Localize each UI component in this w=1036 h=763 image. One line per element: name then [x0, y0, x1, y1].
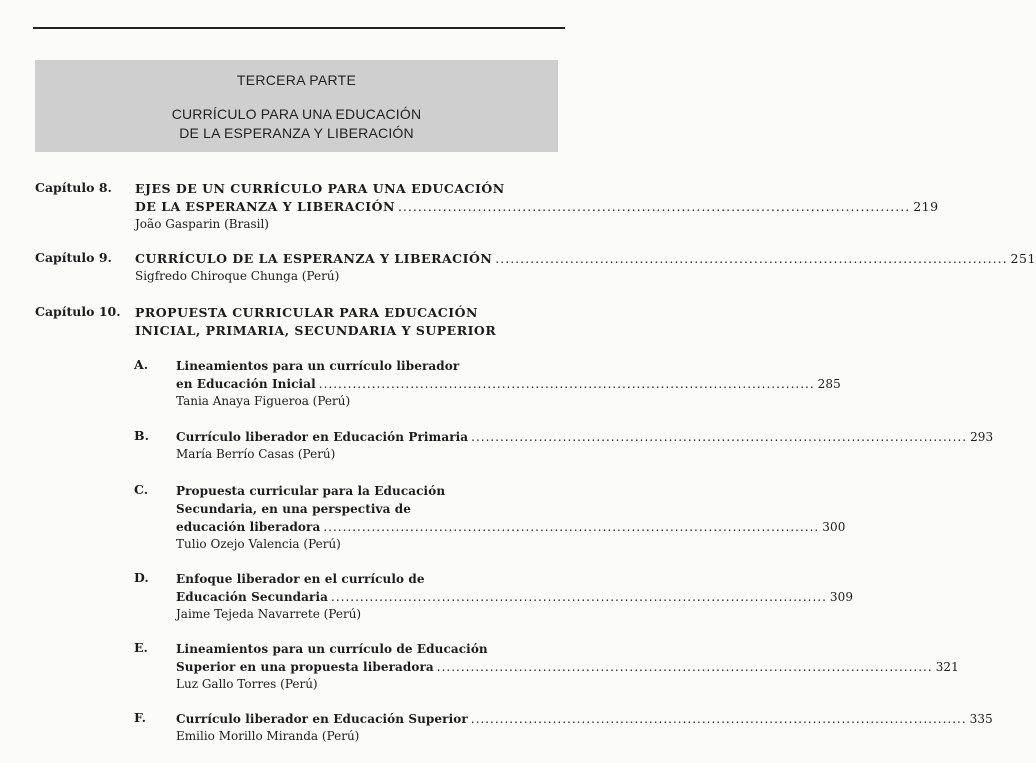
- section-author: Emilio Morillo Miranda (Perú): [176, 729, 360, 743]
- section-letter: C.: [134, 482, 149, 497]
- section-title-line: Secundaria, en una perspectiva de: [176, 502, 411, 516]
- dot-leader: .......................................................................................................: [471, 430, 968, 444]
- section-title-line: Superior en una propuesta liberadora: [176, 660, 434, 674]
- section-title-line: Enfoque liberador en el currículo de: [176, 572, 425, 586]
- dot-leader: .......................................................................................................: [436, 660, 933, 674]
- page-number: 251: [1010, 251, 1036, 266]
- page-number: 219: [913, 199, 939, 214]
- section-author: María Berrío Casas (Perú): [176, 447, 336, 461]
- chapter-label: Capítulo 8.: [35, 180, 112, 195]
- section-title-line: Propuesta curricular para la Educación: [176, 484, 446, 498]
- section-letter: D.: [134, 570, 149, 585]
- dot-leader: .......................................................................................................: [323, 520, 820, 534]
- chapter-title-line: INICIAL, PRIMARIA, SECUNDARIA Y SUPERIOR: [135, 323, 497, 338]
- page-number: 300: [822, 520, 846, 534]
- section-letter: B.: [134, 428, 149, 443]
- section-letter: E.: [134, 640, 148, 655]
- chapter-author: Sigfredo Chiroque Chunga (Perú): [135, 269, 340, 283]
- chapter-label: Capítulo 9.: [35, 250, 112, 265]
- chapter-label: Capítulo 10.: [35, 304, 121, 319]
- dot-leader: .......................................................................................................: [318, 377, 815, 391]
- top-rule: [33, 27, 565, 29]
- dot-leader: .......................................................................................................: [331, 590, 827, 604]
- section-title-line: en Educación Inicial: [176, 377, 316, 391]
- dot-leader: .......................................................................................................: [495, 251, 1008, 266]
- section-title-line: Currículo liberador en Educación Superior: [176, 712, 468, 726]
- dot-leader: .......................................................................................................: [397, 199, 911, 214]
- chapter-title-line: CURRÍCULO DE LA ESPERANZA Y LIBERACIÓN: [135, 251, 493, 266]
- section-title-line-1: CURRÍCULO PARA UNA EDUCACIÓN: [171, 106, 422, 122]
- section-title-line: Educación Secundaria: [176, 590, 328, 604]
- section-letter: F.: [134, 710, 146, 725]
- page-number: 335: [969, 712, 993, 726]
- section-author: Tania Anaya Figueroa (Perú): [176, 394, 351, 408]
- section-author: Tulio Ozejo Valencia (Perú): [176, 537, 341, 551]
- page-number: 285: [817, 377, 841, 391]
- section-letter: A.: [134, 357, 149, 372]
- section-title-line: educación liberadora: [176, 520, 321, 534]
- chapter-title-line: DE LA ESPERANZA Y LIBERACIÓN: [135, 199, 395, 214]
- section-title: [35, 105, 558, 143]
- section-author: Jaime Tejeda Navarrete (Perú): [176, 607, 362, 621]
- chapter-title-line: PROPUESTA CURRICULAR PARA EDUCACIÓN: [135, 305, 478, 320]
- section-author: Luz Gallo Torres (Perú): [176, 677, 318, 691]
- chapter-title-line: EJES DE UN CURRÍCULO PARA UNA EDUCACIÓN: [135, 181, 505, 196]
- section-title-line: Lineamientos para un currículo liberador: [176, 359, 460, 373]
- dot-leader: .......................................................................................................: [470, 712, 967, 726]
- page-number: 321: [935, 660, 959, 674]
- page-number: 309: [829, 590, 854, 604]
- section-title-line-2: DE LA ESPERANZA Y LIBERACIÓN: [179, 125, 414, 141]
- section-title-line: Currículo liberador en Educación Primaria: [176, 430, 469, 444]
- chapter-author: João Gasparin (Brasil): [135, 217, 269, 231]
- part-title: TERCERA PARTE: [236, 72, 357, 88]
- section-title-line: Lineamientos para un currículo de Educación: [176, 642, 488, 656]
- part-header: [35, 60, 558, 152]
- page-number: 293: [970, 430, 994, 444]
